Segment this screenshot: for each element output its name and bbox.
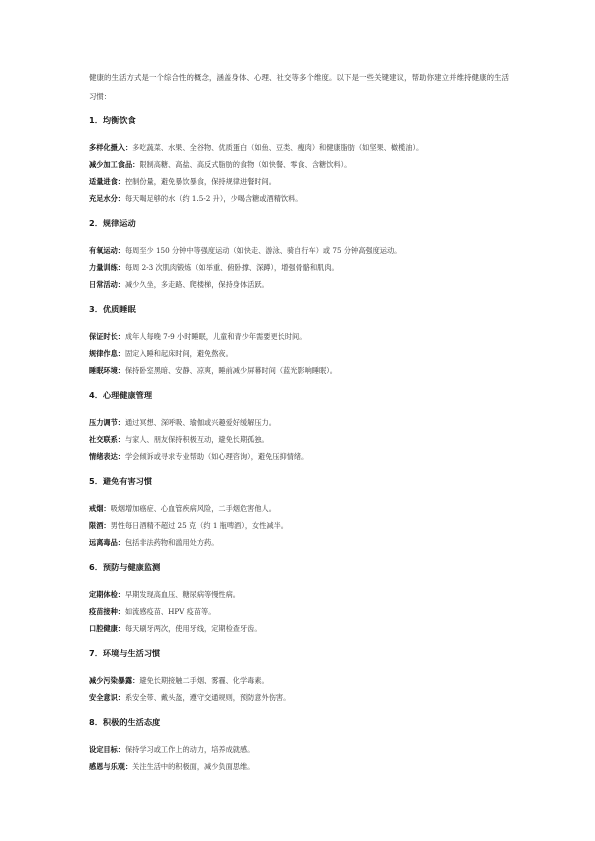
section-heading: 4．心理健康管理 bbox=[89, 390, 153, 400]
section-heading: 6．预防与健康监测 bbox=[89, 562, 161, 572]
intro-paragraph: 健康的生活方式是一个综合性的概念，涵盖身体、心理、社交等多个维度。以下是一些关键建议，帮助你建立并维持健康的生活习惯： bbox=[89, 73, 509, 101]
item-text: 减少久坐，多走路、爬楼梯，保持身体活跃。 bbox=[124, 280, 269, 289]
list-item bbox=[89, 672, 509, 689]
item-text: 系安全带、戴头盔，遵守交通规则，预防意外伤害。 bbox=[124, 693, 291, 702]
list-item bbox=[89, 242, 509, 259]
list-item bbox=[89, 414, 509, 431]
item-text: 固定入睡和起床时间，避免熬夜。 bbox=[124, 349, 233, 358]
item-text: 每天喝足够的水（约 1.5-2 升），少喝含糖或酒精饮料。 bbox=[124, 194, 303, 203]
list-item bbox=[89, 448, 509, 465]
item-term: 适量进食： bbox=[89, 177, 125, 186]
item-term: 远离毒品： bbox=[89, 538, 125, 547]
section-mental-health bbox=[89, 389, 509, 465]
item-text: 成年人每晚 7-9 小时睡眠，儿童和青少年需要更长时间。 bbox=[124, 332, 307, 341]
item-text: 学会倾诉或寻求专业帮助（如心理咨询），避免压抑情绪。 bbox=[124, 452, 309, 461]
item-text: 每周至少 150 分钟中等强度运动（如快走、游泳、骑自行车）或 75 分钟高强度运动。 bbox=[124, 246, 402, 255]
section-heading: 7．环境与生活习惯 bbox=[89, 648, 161, 658]
item-term: 社交联系： bbox=[89, 435, 125, 444]
item-term: 戒烟： bbox=[89, 504, 111, 513]
list-item bbox=[89, 362, 509, 379]
item-term: 设定目标： bbox=[89, 745, 125, 754]
section-heading: 2．规律运动 bbox=[89, 218, 136, 228]
section-heading: 5．避免有害习惯 bbox=[89, 476, 153, 486]
list-item bbox=[89, 173, 509, 190]
list-item bbox=[89, 741, 509, 758]
section-environment-habits bbox=[89, 647, 509, 706]
section-avoid-harmful-habits bbox=[89, 475, 509, 551]
list-item bbox=[89, 586, 509, 603]
list-item bbox=[89, 603, 509, 620]
item-term: 限酒： bbox=[89, 521, 111, 530]
item-term: 减少污染暴露： bbox=[89, 676, 140, 685]
item-text: 控制份量，避免暴饮暴食，保持规律进餐时间。 bbox=[124, 177, 276, 186]
list-item bbox=[89, 259, 509, 276]
item-text: 通过冥想、深呼吸、瑜伽或兴趣爱好缓解压力。 bbox=[124, 418, 276, 427]
list-item bbox=[89, 156, 509, 173]
item-term: 规律作息： bbox=[89, 349, 125, 358]
item-term: 压力调节： bbox=[89, 418, 125, 427]
list-item bbox=[89, 500, 509, 517]
list-item bbox=[89, 517, 509, 534]
list-item bbox=[89, 620, 509, 637]
item-term: 力量训练： bbox=[89, 263, 125, 272]
item-text: 每周 2-3 次肌肉锻炼（如举重、俯卧撑、深蹲），增强骨骼和肌肉。 bbox=[124, 263, 339, 272]
item-term: 睡眠环境： bbox=[89, 366, 125, 375]
item-term: 疫苗接种： bbox=[89, 607, 125, 616]
item-text: 保持卧室黑暗、安静、凉爽，睡前减少屏幕时间（蓝光影响睡眠）。 bbox=[124, 366, 337, 375]
document-page bbox=[89, 68, 509, 785]
item-text: 保持学习或工作上的动力，培养成就感。 bbox=[124, 745, 255, 754]
item-term: 减少加工食品： bbox=[89, 160, 140, 169]
item-text: 避免长期接触二手烟、雾霾、化学毒素。 bbox=[139, 676, 269, 685]
item-term: 日常活动： bbox=[89, 280, 125, 289]
item-text: 多吃蔬菜、水果、全谷物、优质蛋白（如鱼、豆类、瘦肉）和健康脂肪（如坚果、橄榄油）。 bbox=[132, 143, 424, 152]
list-item bbox=[89, 758, 509, 775]
item-text: 与家人、朋友保持积极互动，避免长期孤独。 bbox=[124, 435, 269, 444]
section-prevention-monitoring bbox=[89, 561, 509, 637]
list-item bbox=[89, 534, 509, 551]
section-positive-attitude bbox=[89, 716, 509, 775]
item-text: 包括非法药物和滥用处方药。 bbox=[124, 538, 219, 547]
section-heading: 8．积极的生活态度 bbox=[89, 717, 161, 727]
item-term: 定期体检： bbox=[89, 590, 125, 599]
item-text: 如流感疫苗、HPV 疫苗等。 bbox=[124, 607, 216, 616]
list-item bbox=[89, 276, 509, 293]
item-term: 感恩与乐观： bbox=[89, 762, 133, 771]
item-term: 充足水分： bbox=[89, 194, 125, 203]
item-term: 保证时长： bbox=[89, 332, 125, 341]
item-text: 关注生活中的积极面，减少负面思维。 bbox=[132, 762, 255, 771]
list-item bbox=[89, 328, 509, 345]
item-term: 有氧运动： bbox=[89, 246, 125, 255]
item-term: 安全意识： bbox=[89, 693, 125, 702]
item-text: 限制高糖、高盐、高反式脂肪的食物（如快餐、零食、含糖饮料）。 bbox=[139, 160, 352, 169]
section-regular-exercise bbox=[89, 217, 509, 293]
list-item bbox=[89, 689, 509, 706]
item-term: 多样化摄入： bbox=[89, 143, 133, 152]
item-term: 情绪表达： bbox=[89, 452, 125, 461]
list-item bbox=[89, 190, 509, 207]
item-text: 每天刷牙两次，使用牙线，定期检查牙齿。 bbox=[124, 624, 262, 633]
section-quality-sleep bbox=[89, 303, 509, 379]
list-item bbox=[89, 431, 509, 448]
item-term: 口腔健康： bbox=[89, 624, 125, 633]
list-item bbox=[89, 139, 509, 156]
item-text: 吸烟增加癌症、心血管疾病风险，二手烟危害他人。 bbox=[110, 504, 276, 513]
item-text: 男性每日酒精不超过 25 克（约 1 瓶啤酒），女性减半。 bbox=[110, 521, 288, 530]
section-balanced-diet bbox=[89, 114, 509, 207]
section-heading: 3．优质睡眠 bbox=[89, 304, 136, 314]
item-text: 早期发现高血压、糖尿病等慢性病。 bbox=[124, 590, 240, 599]
section-heading: 1．均衡饮食 bbox=[89, 115, 136, 125]
list-item bbox=[89, 345, 509, 362]
